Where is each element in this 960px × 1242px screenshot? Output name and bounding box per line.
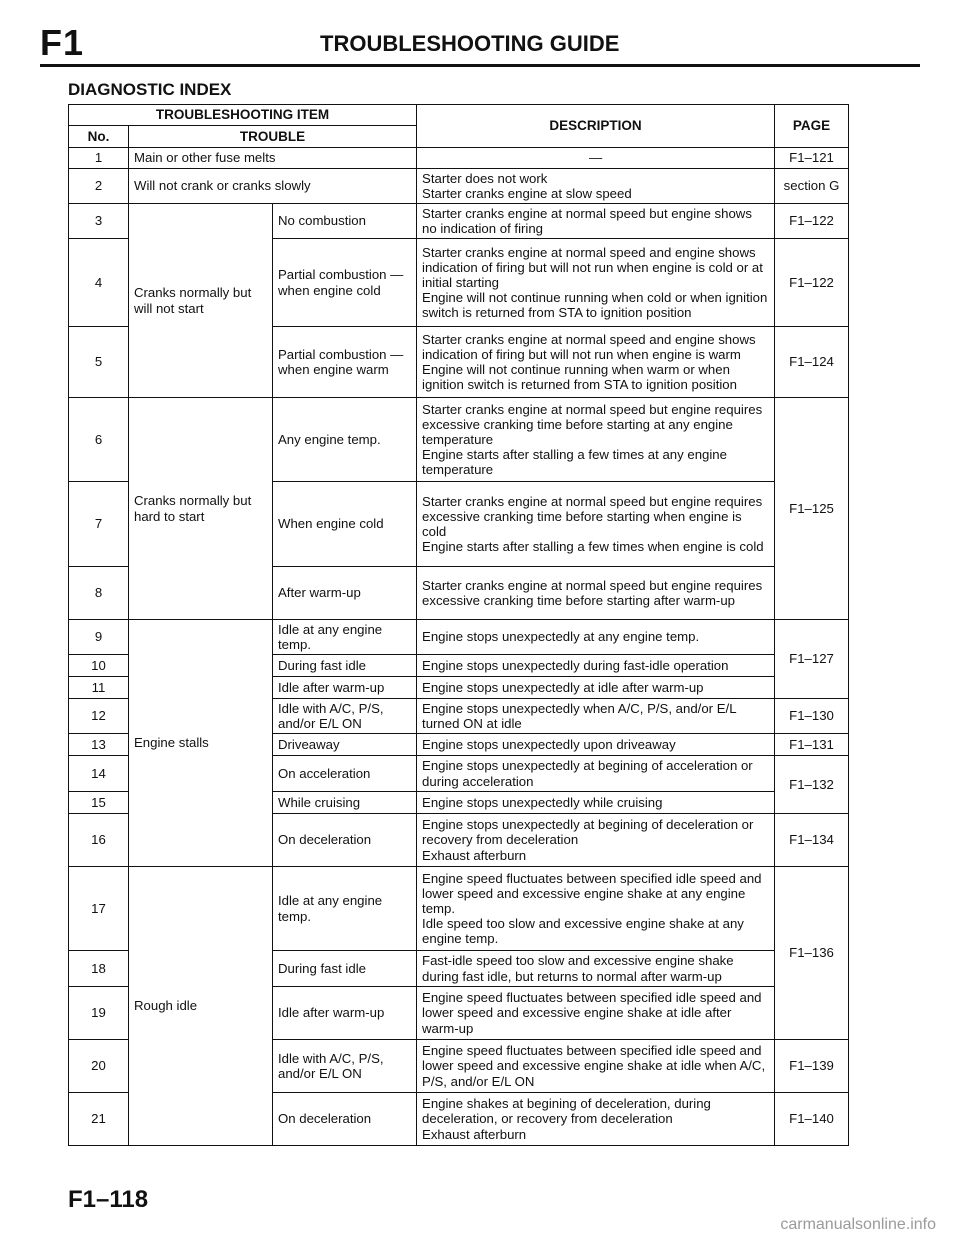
row-no: 7 — [69, 482, 129, 567]
header-trouble: TROUBLE — [129, 126, 417, 148]
row-no: 3 — [69, 204, 129, 239]
condition-cell: Partial combustion — when engine warm — [273, 327, 417, 398]
row-no: 5 — [69, 327, 129, 398]
row-no: 1 — [69, 148, 129, 169]
row-no: 15 — [69, 792, 129, 814]
description-cell: — — [417, 148, 775, 169]
page-cell: F1–140 — [775, 1093, 849, 1146]
description-cell: Starter cranks engine at normal speed and engine shows indication of firing but will not run when engine is warm Engine will not continue running when warm or when ignition switch is returned from STA to ignition position — [417, 327, 775, 398]
description-cell: Starter cranks engine at normal speed but engine requires excessive cranking time before starting when engine is cold Engine starts after stalling a few times when engine is cold — [417, 482, 775, 567]
condition-cell: Idle with A/C, P/S, and/or E/L ON — [273, 699, 417, 734]
trouble-cell: Main or other fuse melts — [129, 148, 417, 169]
condition-cell: Idle at any engine temp. — [273, 620, 417, 655]
table-row — [69, 148, 849, 169]
condition-cell: Idle at any engine temp. — [273, 867, 417, 951]
row-no: 18 — [69, 951, 129, 987]
row-no: 10 — [69, 655, 129, 677]
trouble-group-cell: Engine stalls — [129, 620, 273, 867]
page-cell: F1–124 — [775, 327, 849, 398]
trouble-group-cell: Cranks normally but hard to start — [129, 398, 273, 620]
condition-cell: Any engine temp. — [273, 398, 417, 482]
page-cell: F1–139 — [775, 1040, 849, 1093]
condition-cell: Partial combustion — when engine cold — [273, 239, 417, 327]
description-cell: Starter cranks engine at normal speed but engine shows no indication of firing — [417, 204, 775, 239]
row-no: 9 — [69, 620, 129, 655]
description-cell: Engine stops unexpectedly during fast-idle operation — [417, 655, 775, 677]
page-cell: F1–122 — [775, 204, 849, 239]
row-no: 13 — [69, 734, 129, 756]
description-cell: Engine stops unexpectedly when A/C, P/S, and/or E/L turned ON at idle — [417, 699, 775, 734]
description-cell: Engine stops unexpectedly while cruising — [417, 792, 775, 814]
row-no: 16 — [69, 814, 129, 867]
row-no: 8 — [69, 567, 129, 620]
table-row — [69, 169, 849, 204]
description-cell: Starter cranks engine at normal speed and engine shows indication of firing but will not run when engine is cold or at initial starting Engine will not continue running when cold or when ignition switch is returned from STA to ignition position — [417, 239, 775, 327]
row-no: 21 — [69, 1093, 129, 1146]
row-no: 14 — [69, 756, 129, 792]
row-no: 2 — [69, 169, 129, 204]
condition-cell: When engine cold — [273, 482, 417, 567]
table-row — [69, 204, 849, 239]
description-cell: Engine speed fluctuates between specified idle speed and lower speed and excessive engine shake at idle when A/C, P/S, and/or E/L ON — [417, 1040, 775, 1093]
description-cell: Engine speed fluctuates between specified idle speed and lower speed and excessive engine shake at idle after warm-up — [417, 987, 775, 1040]
diagnostic-table — [68, 104, 849, 1146]
row-no: 17 — [69, 867, 129, 951]
page-cell: F1–131 — [775, 734, 849, 756]
condition-cell: On deceleration — [273, 1093, 417, 1146]
description-cell: Engine shakes at begining of deceleration, during deceleration, or recovery from deceleration Exhaust afterburn — [417, 1093, 775, 1146]
table-row — [69, 867, 849, 951]
description-cell: Fast-idle speed too slow and excessive engine shake during fast idle, but returns to normal after warm-up — [417, 951, 775, 987]
description-cell: Engine stops unexpectedly at begining of deceleration or recovery from deceleration Exhaust afterburn — [417, 814, 775, 867]
watermark: carmanualsonline.info — [780, 1216, 936, 1233]
condition-cell: During fast idle — [273, 655, 417, 677]
description-cell: Starter cranks engine at normal speed but engine requires excessive cranking time before starting after warm-up — [417, 567, 775, 620]
page-cell: F1–122 — [775, 239, 849, 327]
condition-cell: On acceleration — [273, 756, 417, 792]
row-no: 19 — [69, 987, 129, 1040]
header-no: No. — [69, 126, 129, 148]
trouble-cell: Will not crank or cranks slowly — [129, 169, 417, 204]
page-number: F1–118 — [68, 1186, 149, 1213]
description-cell: Engine stops unexpectedly at begining of acceleration or during acceleration — [417, 756, 775, 792]
table-row — [69, 398, 849, 482]
row-no: 11 — [69, 677, 129, 699]
page-cell: F1–130 — [775, 699, 849, 734]
condition-cell: Idle with A/C, P/S, and/or E/L ON — [273, 1040, 417, 1093]
description-cell: Engine stops unexpectedly at idle after warm-up — [417, 677, 775, 699]
trouble-group-cell: Cranks normally but will not start — [129, 204, 273, 398]
condition-cell: During fast idle — [273, 951, 417, 987]
page-cell: F1–127 — [775, 620, 849, 699]
row-no: 12 — [69, 699, 129, 734]
section-code: F1 — [40, 22, 85, 63]
description-cell: Engine stops unexpectedly at any engine temp. — [417, 620, 775, 655]
condition-cell: On deceleration — [273, 814, 417, 867]
table-row — [69, 620, 849, 655]
condition-cell: After warm-up — [273, 567, 417, 620]
condition-cell: Idle after warm-up — [273, 677, 417, 699]
description-cell: Engine stops unexpectedly upon driveaway — [417, 734, 775, 756]
header-troubleshooting-item: TROUBLESHOOTING ITEM — [69, 105, 417, 126]
condition-cell: Driveaway — [273, 734, 417, 756]
page-cell: F1–136 — [775, 867, 849, 1040]
page-cell: F1–134 — [775, 814, 849, 867]
condition-cell: Idle after warm-up — [273, 987, 417, 1040]
header-page: PAGE — [775, 105, 849, 148]
row-no: 20 — [69, 1040, 129, 1093]
page-cell: F1–121 — [775, 148, 849, 169]
condition-cell: No combustion — [273, 204, 417, 239]
page-cell: F1–132 — [775, 756, 849, 814]
description-cell: Engine speed fluctuates between specified idle speed and lower speed and excessive engine shake at any engine temp. Idle speed too slow and excessive engine shake at any engine temp. — [417, 867, 775, 951]
index-heading: DIAGNOSTIC INDEX — [68, 80, 232, 99]
trouble-group-cell: Rough idle — [129, 867, 273, 1146]
page-title: TROUBLESHOOTING GUIDE — [320, 31, 620, 56]
header-description: DESCRIPTION — [417, 105, 775, 148]
page-cell: section G — [775, 169, 849, 204]
description-cell: Starter does not work Starter cranks engine at slow speed — [417, 169, 775, 204]
row-no: 4 — [69, 239, 129, 327]
page-cell: F1–125 — [775, 398, 849, 620]
condition-cell: While cruising — [273, 792, 417, 814]
header-rule — [40, 64, 920, 67]
description-cell: Starter cranks engine at normal speed but engine requires excessive cranking time before starting at any engine temperature Engine starts after stalling a few times at any engine temperature — [417, 398, 775, 482]
row-no: 6 — [69, 398, 129, 482]
